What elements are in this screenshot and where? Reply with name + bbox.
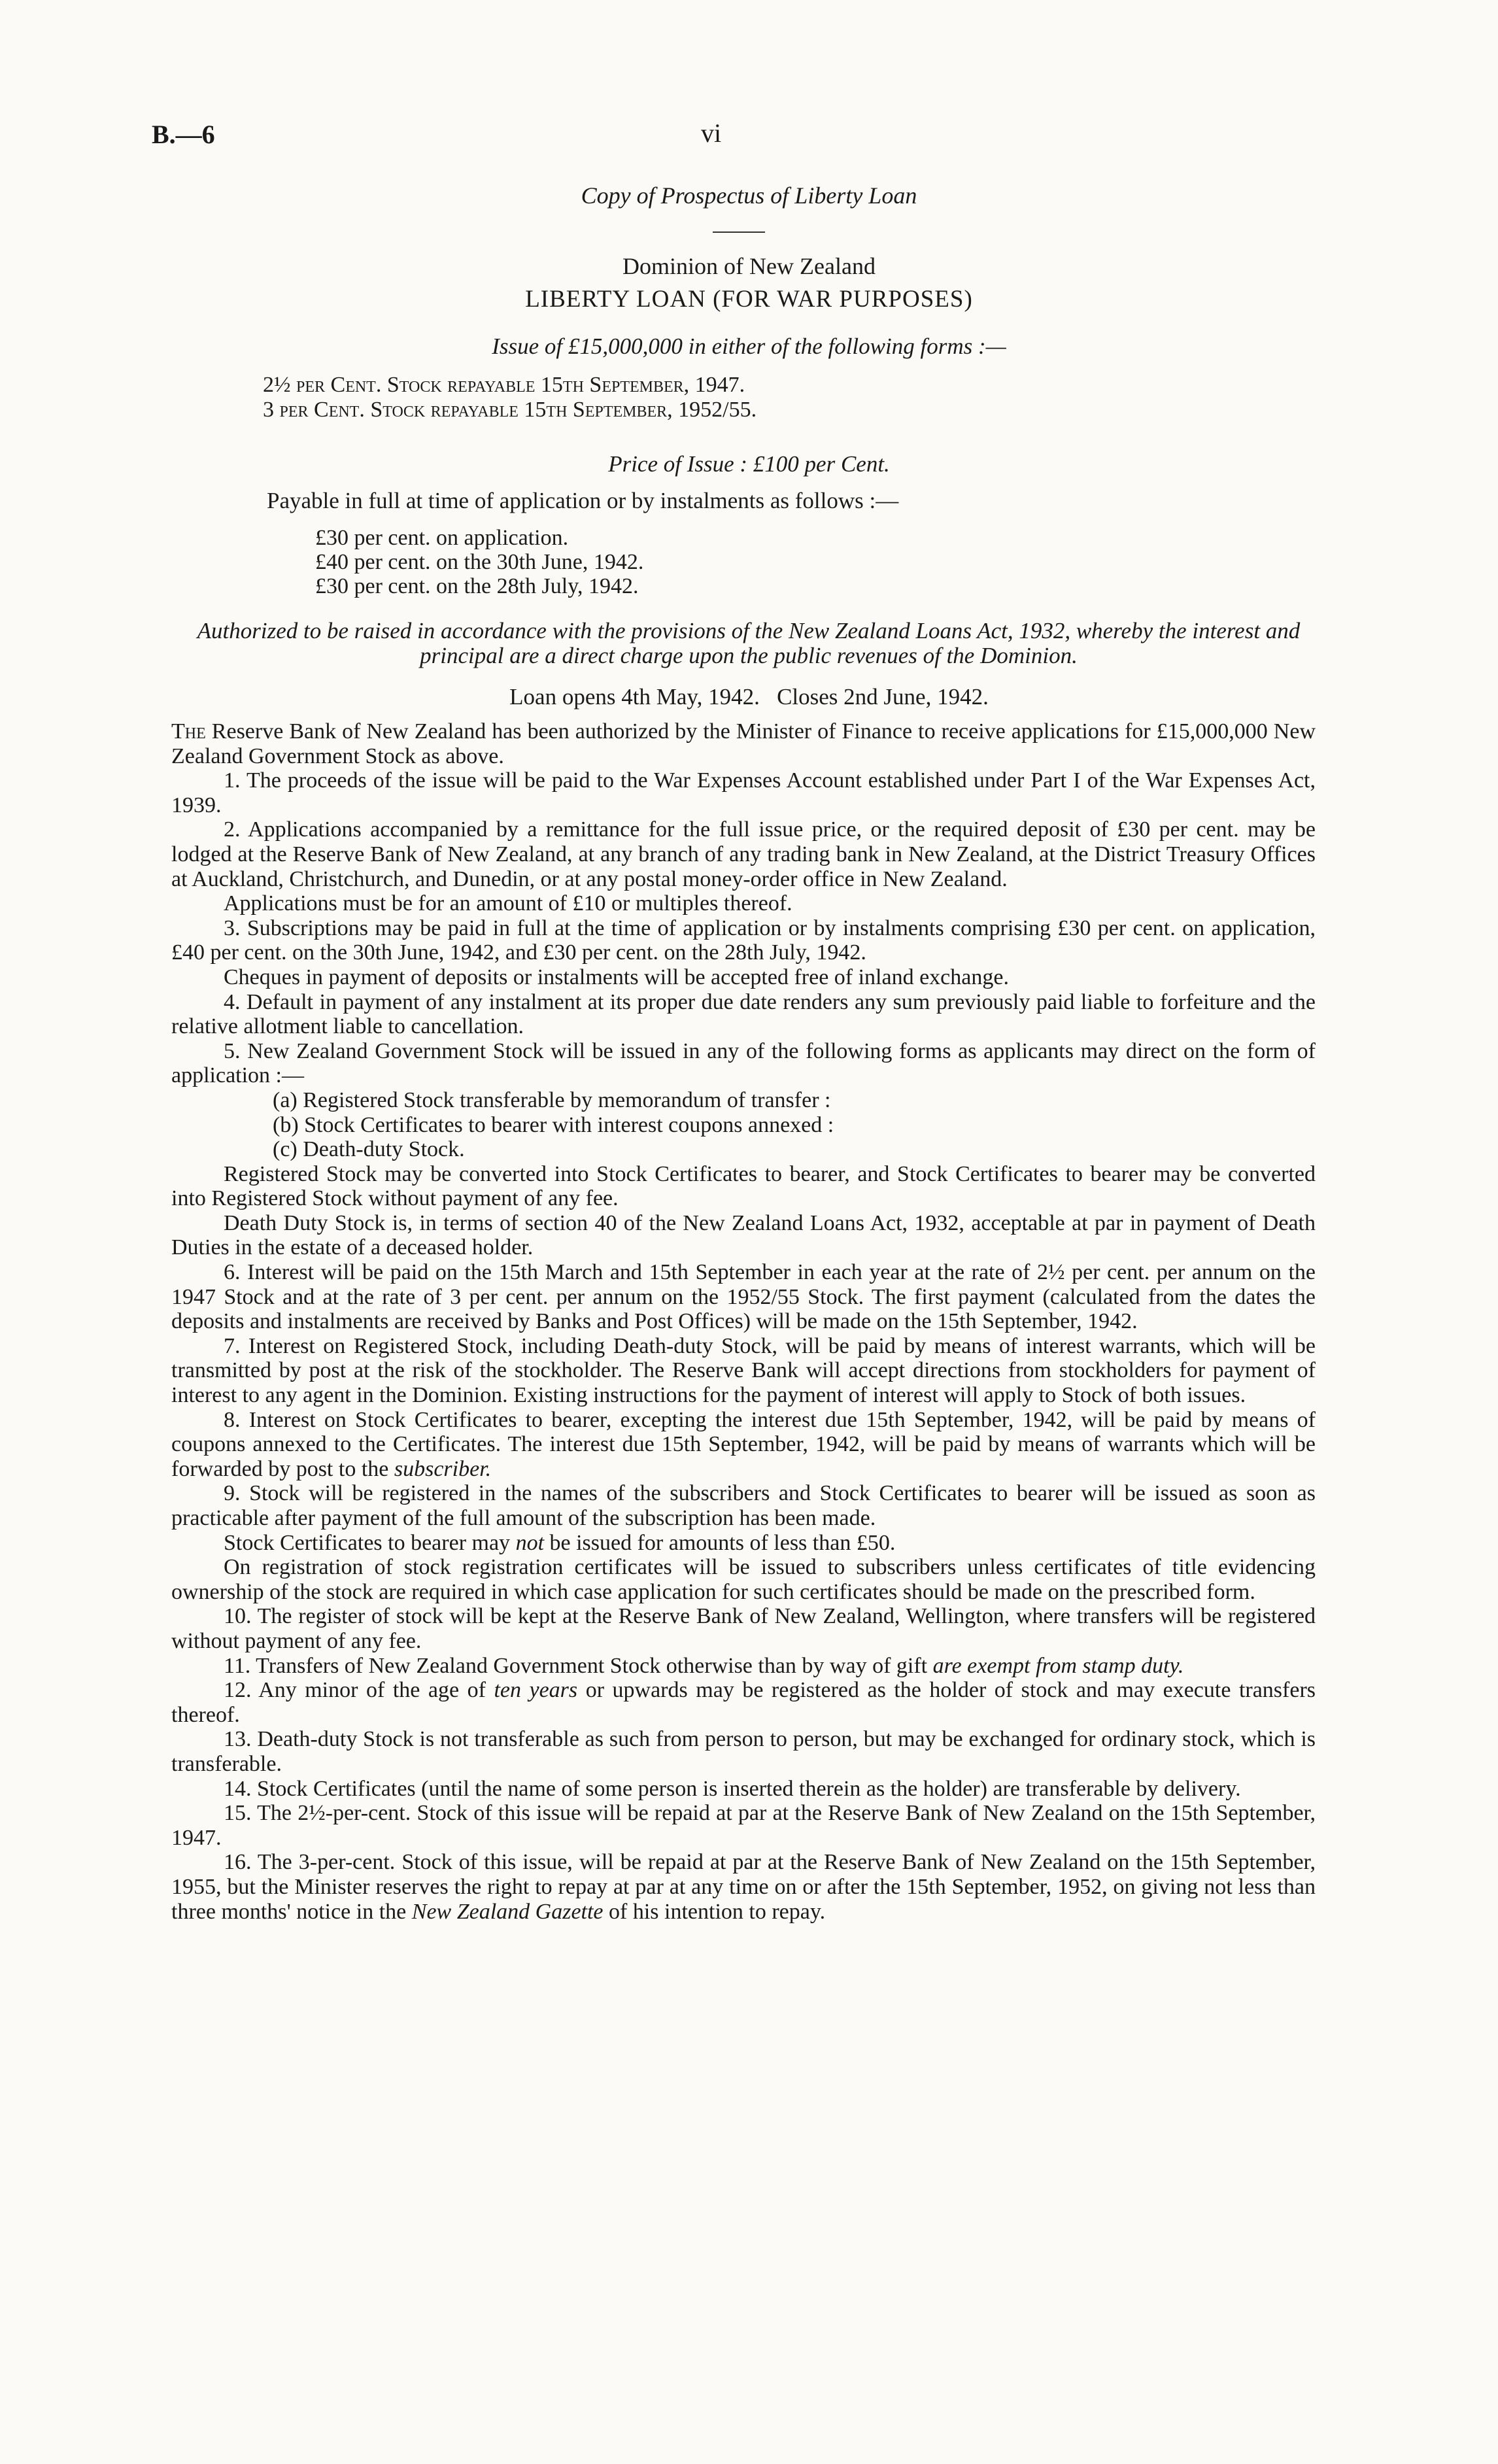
paragraph-13: 13. Death-duty Stock is not transferable as such from person to person, but may be exchanged for ordinary stock, which is transferable. — [171, 1727, 1316, 1776]
paragraph-2: 2. Applications accompanied by a remittance for the full issue price, or the required deposit of £30 per cent. may be lodged at the Reserve Bank of New Zealand, at any branch of any trading bank in New Zealand, at the District Treasury Offices at Auckland, Christchurch, and Dunedin, or at any postal money-order office in New Zealand. — [171, 817, 1316, 891]
price-of-issue: Price of Issue : £100 per Cent. — [608, 451, 890, 477]
paragraph-5-conversion: Registered Stock may be converted into Stock Certificates to bearer, and Stock Certificates to bearer may be converted into Registered Stock without payment of any fee. — [171, 1161, 1316, 1211]
intro-lead: The — [171, 719, 206, 744]
paragraph-3: 3. Subscriptions may be paid in full at the time of application or by instalments comprising £30 per cent. on application, £40 per cent. on the 30th June, 1942, and £30 per cent. on the 28th July, 1942. — [171, 915, 1316, 965]
paragraph-3-note: Cheques in payment of deposits or instalments will be accepted free of inland exchange. — [224, 965, 1009, 989]
paragraph-16: 16. The 3-per-cent. Stock of this issue, will be repaid at par at the Reserve Bank of New Zealand on the 15th September, 1955, but the Minister reserves the right to repay at par at any time on or after the 15th September, 1952, on giving not less than three months' notice in the New Zealand Gazette of his intention to repay. — [171, 1850, 1316, 1924]
loan-title: LIBERTY LOAN (FOR WAR PURPOSES) — [525, 286, 973, 313]
paragraph-7: 7. Interest on Registered Stock, including Death-duty Stock, will be paid by means of interest warrants, which will be transmitted by post at the risk of the stockholder. The Reserve Bank will accept directions from stockholders for payment of interest to any agent in the Dominion. Existing instructions for the payment of interest will apply to Stock of both issues. — [171, 1333, 1316, 1408]
paragraph-9-registration: On registration of stock registration certificates will be issued to subscribers unless certificates of title evidencing ownership of the stock are required in which case application for such certificates should be made on the prescribed form. — [171, 1555, 1316, 1604]
form-option-c: (c) Death-duty Stock. — [273, 1137, 465, 1162]
form-option-b: (b) Stock Certificates to bearer with interest coupons annexed : — [273, 1112, 834, 1137]
document-reference: B.—6 — [152, 120, 215, 149]
paragraph-9-minimum: Stock Certificates to bearer may not be issued for amounts of less than £50. — [224, 1530, 896, 1555]
stock-form-1947: 2½ per Cent. Stock repayable 15th September, 1947. — [263, 373, 745, 397]
instalment-item: £30 per cent. on the 28th July, 1942. — [315, 574, 639, 598]
form-option-a: (a) Registered Stock transferable by memorandum of transfer : — [273, 1087, 831, 1112]
payable-line: Payable in full at time of application or by instalments as follows :— — [267, 488, 899, 513]
issue-line: Issue of £15,000,000 in either of the following forms :— — [492, 334, 1006, 359]
paragraph-4: 4. Default in payment of any instalment at its proper due date renders any sum previously paid liable to forfeiture and the relative allotment liable to cancellation. — [171, 989, 1316, 1039]
paragraph-9: 9. Stock will be registered in the names of the subscribers and Stock Certificates to bearer will be issued as soon as practicable after payment of the full amount of the subscription has been made. — [171, 1481, 1316, 1530]
instalment-item: £40 per cent. on the 30th June, 1942. — [315, 550, 644, 574]
paragraph-2-note: Applications must be for an amount of £10 or multiples thereof. — [224, 891, 792, 916]
paragraph-1: 1. The proceeds of the issue will be paid to the War Expenses Account established under Part I of the War Expenses Act, 1939. — [171, 768, 1316, 817]
intro-paragraph: The Reserve Bank of New Zealand has been authorized by the Minister of Finance to receive applications for £15,000,000 New Zealand Government Stock as above. — [171, 719, 1316, 768]
paragraph-5: 5. New Zealand Government Stock will be issued in any of the following forms as applicants may direct on the form of application :— — [171, 1038, 1316, 1088]
paragraph-15: 15. The 2½-per-cent. Stock of this issue will be repaid at par at the Reserve Bank of New Zealand on the 15th September, 1947. — [171, 1801, 1316, 1850]
instalment-list — [315, 526, 643, 598]
prospectus-body — [171, 719, 1316, 1924]
paragraph-8: 8. Interest on Stock Certificates to bearer, excepting the interest due 15th September, 1942, will be paid by means of coupons annexed to the Certificates. The interest due 15th September, 1942, will be paid by means of warrants which will be forwarded by post to the subscriber. — [171, 1407, 1316, 1481]
paragraph-6: 6. Interest will be paid on the 15th March and 15th September in each year at the rate of 2½ per cent. per annum on the 1947 Stock and at the rate of 3 per cent. per annum on the 1952/55 Stock. The first payment (calculated from the dates the deposits and instalments are received by Banks and Post Offices) will be made on the 15th September, 1942. — [171, 1260, 1316, 1334]
paragraph-12: 12. Any minor of the age of ten years or upwards may be registered as the holder of stock and may execute transfers thereof. — [171, 1678, 1316, 1727]
paragraph-11: 11. Transfers of New Zealand Government Stock otherwise than by way of gift are exempt from stamp duty. — [224, 1653, 1184, 1678]
paragraph-10: 10. The register of stock will be kept at the Reserve Bank of New Zealand, Wellington, where transfers will be registered without payment of any fee. — [171, 1604, 1316, 1653]
stock-form-1952: 3 per Cent. Stock repayable 15th September, 1952/55. — [263, 398, 757, 422]
instalment-item: £30 per cent. on application. — [315, 526, 569, 550]
prospectus-caption: Copy of Prospectus of Liberty Loan — [581, 182, 917, 209]
page-number: vi — [701, 118, 722, 148]
authorization-statement: Authorized to be raised in accordance with the provisions of the New Zealand Loans Act, 1932, whereby the interest and principal are a direct charge upon the public revenues of the Dominion. — [197, 618, 1301, 668]
paragraph-5-death-duty: Death Duty Stock is, in terms of section 40 of the New Zealand Loans Act, 1932, acceptable at par in payment of Death Duties in the estate of a deceased holder. — [171, 1210, 1316, 1260]
dominion-heading: Dominion of New Zealand — [622, 253, 876, 279]
loan-dates: Loan opens 4th May, 1942. Closes 2nd June, 1942. — [509, 684, 989, 710]
paragraph-14: 14. Stock Certificates (until the name of some person is inserted therein as the holder) are transferable by delivery. — [224, 1776, 1241, 1801]
title-rule — [713, 231, 765, 233]
